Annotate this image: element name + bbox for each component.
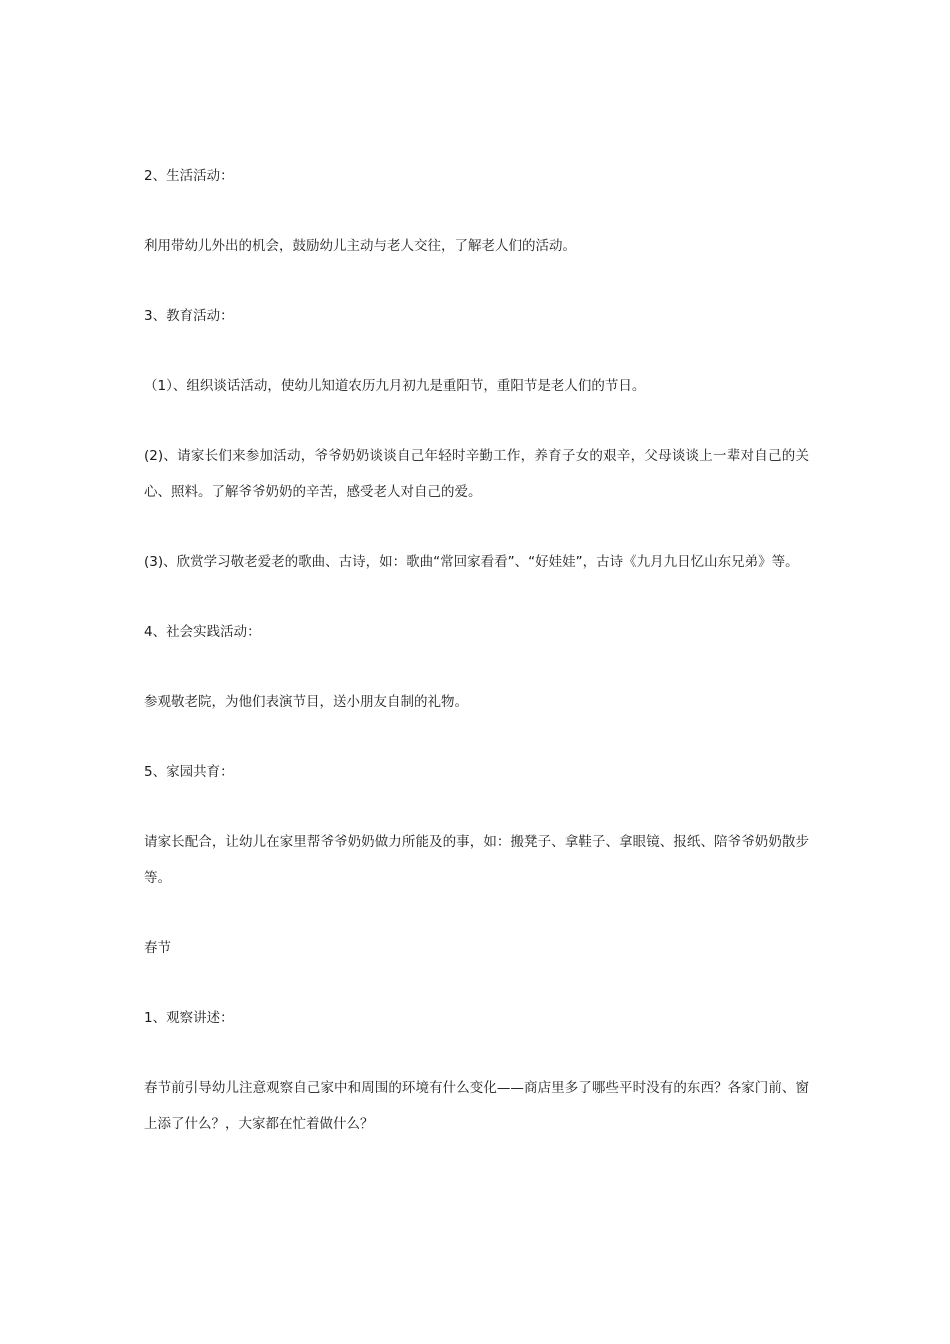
paragraph-life-activity: 利用带幼儿外出的机会，鼓励幼儿主动与老人交往，了解老人们的活动。	[144, 238, 576, 254]
paragraph-education-item-2: (2)、请家长们来参加活动，爷爷奶奶谈谈自己年轻时辛勤工作，养育子女的艰辛，父母谈谈上一辈对自己的关心、照料。了解爷爷奶奶的辛苦，感受老人对自己的爱。	[144, 448, 809, 500]
paragraph-social-practice: 参观敬老院，为他们表演节目，送小朋友自制的礼物。	[144, 694, 468, 710]
section-title-spring-festival: 春节	[144, 940, 171, 956]
paragraph-home-school: 请家长配合，让幼儿在家里帮爷爷奶奶做力所能及的事，如：搬凳子、拿鞋子、拿眼镜、报纸、陪爷爷奶奶散步等。	[144, 834, 809, 886]
heading-education-activity: 3、教育活动：	[144, 308, 234, 324]
paragraph-observation: 春节前引导幼儿注意观察自己家中和周围的环境有什么变化——商店里多了哪些平时没有的东西？各家门前、窗上添了什么？，大家都在忙着做什么？	[144, 1080, 809, 1132]
heading-social-practice: 4、社会实践活动：	[144, 624, 261, 640]
heading-life-activity: 2、生活活动：	[144, 168, 234, 184]
paragraph-education-item-1: （1）、组织谈话活动，使幼儿知道农历九月初九是重阳节，重阳节是老人们的节日。	[144, 378, 646, 394]
paragraph-education-item-3: (3)、欣赏学习敬老爱老的歌曲、古诗，如：歌曲“常回家看看”、“好娃娃”，古诗《九月九日忆山东兄弟》等。	[144, 554, 799, 570]
heading-observation: 1、观察讲述：	[144, 1010, 234, 1026]
heading-home-school: 5、家园共育：	[144, 764, 234, 780]
document-body	[144, 158, 809, 1176]
